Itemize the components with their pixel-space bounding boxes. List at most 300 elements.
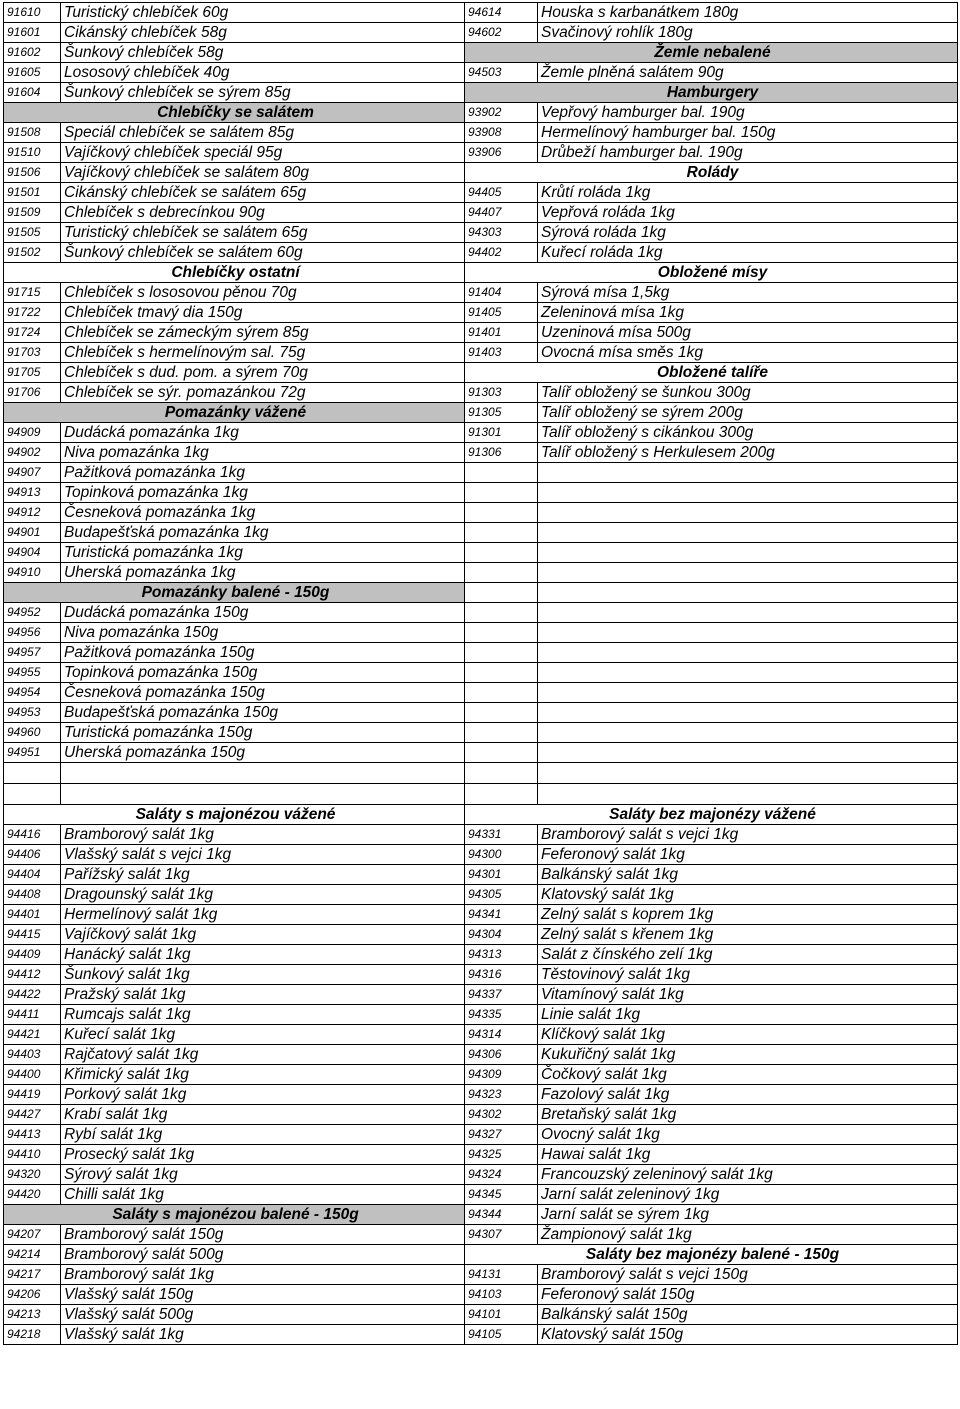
section-header: Pomazánky balené - 150g: [4, 583, 465, 603]
product-name: Chlebíček s debrecínkou 90g: [61, 203, 465, 223]
product-code: 94951: [4, 743, 61, 763]
empty-cell: [465, 623, 538, 643]
table-row: [4, 523, 958, 543]
product-code: 94952: [4, 603, 61, 623]
empty-cell: [465, 784, 538, 805]
product-name: Křimický salát 1kg: [61, 1065, 465, 1085]
product-code: 94103: [465, 1285, 538, 1305]
product-code: 94344: [465, 1205, 538, 1225]
product-code: 94313: [465, 945, 538, 965]
spacer-row: [4, 763, 958, 784]
product-name: Talíř obložený se sýrem 200g: [538, 403, 958, 423]
table-row: [4, 3, 958, 23]
product-code: 94404: [4, 865, 61, 885]
product-code: 94218: [4, 1325, 61, 1345]
product-code: 94912: [4, 503, 61, 523]
product-name: Žampionový salát 1kg: [538, 1225, 958, 1245]
product-name: Zelný salát s koprem 1kg: [538, 905, 958, 925]
product-code: 94214: [4, 1245, 61, 1265]
table-row: [4, 1045, 958, 1065]
table-row: [4, 743, 958, 763]
table-row: [4, 263, 958, 283]
product-name: Sýrová roláda 1kg: [538, 223, 958, 243]
table-row: [4, 805, 958, 825]
table-row: [4, 723, 958, 743]
product-code: 91502: [4, 243, 61, 263]
table-row: [4, 183, 958, 203]
empty-cell: [538, 503, 958, 523]
product-name: Rajčatový salát 1kg: [61, 1045, 465, 1065]
product-name: Topinková pomazánka 150g: [61, 663, 465, 683]
product-name: Turistická pomazánka 150g: [61, 723, 465, 743]
table-row: [4, 383, 958, 403]
product-name: Kukuřičný salát 1kg: [538, 1045, 958, 1065]
product-name: Uherská pomazánka 150g: [61, 743, 465, 763]
section-header: Obložené mísy: [465, 263, 958, 283]
product-name: Fazolový salát 1kg: [538, 1085, 958, 1105]
empty-cell: [61, 763, 465, 784]
product-code: 94207: [4, 1225, 61, 1245]
table-row: [4, 323, 958, 343]
table-row: [4, 563, 958, 583]
product-name: Uherská pomazánka 1kg: [61, 563, 465, 583]
product-code: 94304: [465, 925, 538, 945]
product-code: 91601: [4, 23, 61, 43]
empty-cell: [465, 523, 538, 543]
section-header: Hamburgery: [465, 83, 958, 103]
table-row: [4, 663, 958, 683]
table-row: [4, 583, 958, 603]
product-name: Drůbeží hamburger bal. 190g: [538, 143, 958, 163]
product-code: 94213: [4, 1305, 61, 1325]
product-code: 94956: [4, 623, 61, 643]
product-name: Sýrový salát 1kg: [61, 1165, 465, 1185]
table-row: [4, 905, 958, 925]
product-name: Bramborový salát s vejci 1kg: [538, 825, 958, 845]
table-row: [4, 925, 958, 945]
product-code: 91605: [4, 63, 61, 83]
product-name: Pažitková pomazánka 150g: [61, 643, 465, 663]
product-code: 94411: [4, 1005, 61, 1025]
table-row: [4, 123, 958, 143]
product-name: Vajíčkový chlebíček se salátem 80g: [61, 163, 465, 183]
empty-cell: [465, 703, 538, 723]
empty-cell: [465, 463, 538, 483]
product-code: 91722: [4, 303, 61, 323]
product-code: 94901: [4, 523, 61, 543]
empty-cell: [538, 723, 958, 743]
product-code: 91724: [4, 323, 61, 343]
product-code: 94412: [4, 965, 61, 985]
product-name: Francouzský zeleninový salát 1kg: [538, 1165, 958, 1185]
product-name: Klíčkový salát 1kg: [538, 1025, 958, 1045]
product-code: 94420: [4, 1185, 61, 1205]
table-row: [4, 1005, 958, 1025]
product-code: 94305: [465, 885, 538, 905]
product-code: 94403: [4, 1045, 61, 1065]
table-row: [4, 1205, 958, 1225]
table-row: [4, 363, 958, 383]
product-code: 94422: [4, 985, 61, 1005]
product-code: 94413: [4, 1125, 61, 1145]
product-code: 94419: [4, 1085, 61, 1105]
product-name: Cikánský chlebíček 58g: [61, 23, 465, 43]
table-row: [4, 463, 958, 483]
product-name: Turistický chlebíček 60g: [61, 3, 465, 23]
product-name: Svačinový rohlík 180g: [538, 23, 958, 43]
product-name: Čočkový salát 1kg: [538, 1065, 958, 1085]
table-row: [4, 865, 958, 885]
product-name: Chlebíček s hermelínovým sal. 75g: [61, 343, 465, 363]
product-name: Chlebíček s dud. pom. a sýrem 70g: [61, 363, 465, 383]
table-row: [4, 1185, 958, 1205]
table-row: [4, 603, 958, 623]
empty-cell: [538, 583, 958, 603]
product-code: 94907: [4, 463, 61, 483]
empty-cell: [538, 603, 958, 623]
empty-cell: [465, 583, 538, 603]
table-row: [4, 1325, 958, 1345]
table-row: [4, 1105, 958, 1125]
product-code: 94910: [4, 563, 61, 583]
table-row: [4, 985, 958, 1005]
product-name: Porkový salát 1kg: [61, 1085, 465, 1105]
table-row: [4, 43, 958, 63]
table-row: [4, 1085, 958, 1105]
product-code: 91508: [4, 123, 61, 143]
product-code: 94303: [465, 223, 538, 243]
empty-cell: [538, 703, 958, 723]
product-name: Linie salát 1kg: [538, 1005, 958, 1025]
product-name: Vlašský salát 1kg: [61, 1325, 465, 1345]
product-code: 94316: [465, 965, 538, 985]
price-list-sheet: [3, 2, 958, 1345]
product-name: Kuřecí roláda 1kg: [538, 243, 958, 263]
table-row: [4, 423, 958, 443]
table-row: [4, 543, 958, 563]
product-code: 91404: [465, 283, 538, 303]
empty-cell: [538, 683, 958, 703]
product-code: 93902: [465, 103, 538, 123]
product-name: Niva pomazánka 1kg: [61, 443, 465, 463]
product-name: Ovocný salát 1kg: [538, 1125, 958, 1145]
table-row: [4, 503, 958, 523]
empty-cell: [465, 683, 538, 703]
table-row: [4, 303, 958, 323]
product-code: 94408: [4, 885, 61, 905]
product-code: 94105: [465, 1325, 538, 1345]
product-name: Turistická pomazánka 1kg: [61, 543, 465, 563]
product-code: 91706: [4, 383, 61, 403]
empty-cell: [465, 743, 538, 763]
product-name: Klatovský salát 1kg: [538, 885, 958, 905]
table-row: [4, 643, 958, 663]
product-code: 91305: [465, 403, 538, 423]
product-code: 93906: [465, 143, 538, 163]
product-code: 91510: [4, 143, 61, 163]
product-name: Feferonový salát 1kg: [538, 845, 958, 865]
product-name: Topinková pomazánka 1kg: [61, 483, 465, 503]
product-code: 91602: [4, 43, 61, 63]
product-code: 94602: [465, 23, 538, 43]
table-row: [4, 1285, 958, 1305]
section-header: Pomazánky vážené: [4, 403, 465, 423]
product-code: 94953: [4, 703, 61, 723]
table-row: [4, 103, 958, 123]
product-name: Bramborový salát s vejci 150g: [538, 1265, 958, 1285]
product-name: Rybí salát 1kg: [61, 1125, 465, 1145]
table-row: [4, 63, 958, 83]
product-name: Jarní salát se sýrem 1kg: [538, 1205, 958, 1225]
table-row: [4, 1065, 958, 1085]
product-name: Krabí salát 1kg: [61, 1105, 465, 1125]
product-code: 94402: [465, 243, 538, 263]
table-row: [4, 483, 958, 503]
product-code: 94405: [465, 183, 538, 203]
product-code: 94206: [4, 1285, 61, 1305]
product-code: 91405: [465, 303, 538, 323]
product-name: Budapešťská pomazánka 1kg: [61, 523, 465, 543]
product-code: 94131: [465, 1265, 538, 1285]
product-name: Chlebíček tmavý dia 150g: [61, 303, 465, 323]
product-name: Salát z čínského zelí 1kg: [538, 945, 958, 965]
empty-cell: [4, 763, 61, 784]
table-row: [4, 1265, 958, 1285]
product-name: Chlebíček s lososovou pěnou 70g: [61, 283, 465, 303]
table-row: [4, 825, 958, 845]
table-row: [4, 163, 958, 183]
product-code: 94955: [4, 663, 61, 683]
table-row: [4, 83, 958, 103]
product-name: Niva pomazánka 150g: [61, 623, 465, 643]
product-name: Zeleninová mísa 1kg: [538, 303, 958, 323]
product-code: 94302: [465, 1105, 538, 1125]
empty-cell: [538, 463, 958, 483]
empty-cell: [4, 784, 61, 805]
product-name: Bramborový salát 1kg: [61, 825, 465, 845]
section-header: Saláty s majonézou balené - 150g: [4, 1205, 465, 1225]
product-code: 94401: [4, 905, 61, 925]
table-row: [4, 1025, 958, 1045]
empty-cell: [538, 743, 958, 763]
empty-cell: [538, 563, 958, 583]
product-code: 94314: [465, 1025, 538, 1045]
section-header: Saláty bez majonézy balené - 150g: [465, 1245, 958, 1265]
section-header: Chlebíčky ostatní: [4, 263, 465, 283]
table-row: [4, 1165, 958, 1185]
product-code: 94307: [465, 1225, 538, 1245]
product-name: Dragounský salát 1kg: [61, 885, 465, 905]
product-name: Rumcajs salát 1kg: [61, 1005, 465, 1025]
product-code: 91401: [465, 323, 538, 343]
product-code: 94410: [4, 1145, 61, 1165]
product-code: 91604: [4, 83, 61, 103]
empty-cell: [538, 543, 958, 563]
empty-cell: [465, 643, 538, 663]
product-name: Šunkový chlebíček 58g: [61, 43, 465, 63]
empty-cell: [465, 503, 538, 523]
product-code: 94614: [465, 3, 538, 23]
product-code: 94415: [4, 925, 61, 945]
product-name: Balkánský salát 1kg: [538, 865, 958, 885]
product-name: Pražský salát 1kg: [61, 985, 465, 1005]
table-row: [4, 443, 958, 463]
product-code: 91306: [465, 443, 538, 463]
product-name: Šunkový chlebíček se sýrem 85g: [61, 83, 465, 103]
product-name: Houska s karbanátkem 180g: [538, 3, 958, 23]
product-name: Talíř obložený s cikánkou 300g: [538, 423, 958, 443]
empty-cell: [538, 523, 958, 543]
product-code: 94320: [4, 1165, 61, 1185]
product-code: 94323: [465, 1085, 538, 1105]
table-row: [4, 343, 958, 363]
product-name: Krůtí roláda 1kg: [538, 183, 958, 203]
product-code: 94306: [465, 1045, 538, 1065]
product-name: Chlebíček se sýr. pomazánkou 72g: [61, 383, 465, 403]
product-name: Hanácký salát 1kg: [61, 945, 465, 965]
product-name: Jarní salát zeleninový 1kg: [538, 1185, 958, 1205]
product-name: Žemle plněná salátem 90g: [538, 63, 958, 83]
product-name: Klatovský salát 150g: [538, 1325, 958, 1345]
empty-cell: [538, 623, 958, 643]
product-name: Talíř obložený s Herkulesem 200g: [538, 443, 958, 463]
product-name: Vlašský salát 150g: [61, 1285, 465, 1305]
product-name: Uzeninová mísa 500g: [538, 323, 958, 343]
product-name: Vajíčkový chlebíček speciál 95g: [61, 143, 465, 163]
empty-cell: [538, 784, 958, 805]
table-row: [4, 623, 958, 643]
product-name: Česneková pomazánka 1kg: [61, 503, 465, 523]
product-name: Speciál chlebíček se salátem 85g: [61, 123, 465, 143]
product-name: Dudácká pomazánka 1kg: [61, 423, 465, 443]
product-code: 94400: [4, 1065, 61, 1085]
product-code: 94324: [465, 1165, 538, 1185]
empty-cell: [465, 723, 538, 743]
empty-cell: [465, 543, 538, 563]
table-row: [4, 1245, 958, 1265]
table-row: [4, 683, 958, 703]
product-name: Česneková pomazánka 150g: [61, 683, 465, 703]
product-name: Hermelínový salát 1kg: [61, 905, 465, 925]
product-code: 91506: [4, 163, 61, 183]
product-name: Feferonový salát 150g: [538, 1285, 958, 1305]
product-name: Vlašský salát s vejci 1kg: [61, 845, 465, 865]
product-code: 94904: [4, 543, 61, 563]
product-code: 91715: [4, 283, 61, 303]
product-code: 94416: [4, 825, 61, 845]
product-code: 94503: [465, 63, 538, 83]
product-code: 91705: [4, 363, 61, 383]
product-code: 94421: [4, 1025, 61, 1045]
product-code: 94337: [465, 985, 538, 1005]
empty-cell: [465, 603, 538, 623]
product-name: Dudácká pomazánka 150g: [61, 603, 465, 623]
table-row: [4, 885, 958, 905]
empty-cell: [465, 483, 538, 503]
product-code: 91505: [4, 223, 61, 243]
table-row: [4, 243, 958, 263]
table-row: [4, 945, 958, 965]
table-row: [4, 845, 958, 865]
product-name: Prosecký salát 1kg: [61, 1145, 465, 1165]
section-header: Saláty s majonézou vážené: [4, 805, 465, 825]
product-name: Vepřová roláda 1kg: [538, 203, 958, 223]
product-code: 91303: [465, 383, 538, 403]
product-name: Balkánský salát 150g: [538, 1305, 958, 1325]
product-table: [3, 2, 958, 1345]
product-name: Vajíčkový salát 1kg: [61, 925, 465, 945]
product-name: Pažitková pomazánka 1kg: [61, 463, 465, 483]
table-row: [4, 703, 958, 723]
table-row: [4, 223, 958, 243]
product-name: Bretaňský salát 1kg: [538, 1105, 958, 1125]
product-code: 94913: [4, 483, 61, 503]
empty-cell: [538, 643, 958, 663]
section-header: Obložené talíře: [465, 363, 958, 383]
empty-cell: [465, 663, 538, 683]
product-name: Hermelínový hamburger bal. 150g: [538, 123, 958, 143]
product-code: 94954: [4, 683, 61, 703]
product-name: Chlebíček se zámeckým sýrem 85g: [61, 323, 465, 343]
product-name: Chilli salát 1kg: [61, 1185, 465, 1205]
product-name: Vlašský salát 500g: [61, 1305, 465, 1325]
empty-cell: [61, 784, 465, 805]
product-name: Cikánský chlebíček se salátem 65g: [61, 183, 465, 203]
product-code: 94300: [465, 845, 538, 865]
table-row: [4, 1125, 958, 1145]
table-row: [4, 283, 958, 303]
table-row: [4, 143, 958, 163]
product-name: Kuřecí salát 1kg: [61, 1025, 465, 1045]
product-code: 91703: [4, 343, 61, 363]
spacer-row: [4, 784, 958, 805]
product-code: 94335: [465, 1005, 538, 1025]
product-code: 91301: [465, 423, 538, 443]
empty-cell: [465, 563, 538, 583]
table-row: [4, 23, 958, 43]
empty-cell: [538, 763, 958, 784]
table-row: [4, 403, 958, 423]
table-row: [4, 1305, 958, 1325]
product-name: Bramborový salát 1kg: [61, 1265, 465, 1285]
section-header: Rolády: [465, 163, 958, 183]
product-code: 94960: [4, 723, 61, 743]
table-row: [4, 1145, 958, 1165]
table-row: [4, 1225, 958, 1245]
product-code: 93908: [465, 123, 538, 143]
product-name: Pařížský salát 1kg: [61, 865, 465, 885]
product-name: Bramborový salát 500g: [61, 1245, 465, 1265]
product-name: Šunkový salát 1kg: [61, 965, 465, 985]
product-code: 94409: [4, 945, 61, 965]
product-code: 94101: [465, 1305, 538, 1325]
product-name: Zelný salát s křenem 1kg: [538, 925, 958, 945]
product-code: 94331: [465, 825, 538, 845]
product-code: 94309: [465, 1065, 538, 1085]
product-code: 91509: [4, 203, 61, 223]
product-name: Turistický chlebíček se salátem 65g: [61, 223, 465, 243]
section-header: Chlebíčky se salátem: [4, 103, 465, 123]
product-name: Budapešťská pomazánka 150g: [61, 703, 465, 723]
section-header: Saláty bez majonézy vážené: [465, 805, 958, 825]
product-name: Bramborový salát 150g: [61, 1225, 465, 1245]
product-name: Vitamínový salát 1kg: [538, 985, 958, 1005]
product-code: 91501: [4, 183, 61, 203]
product-code: 94325: [465, 1145, 538, 1165]
product-code: 94407: [465, 203, 538, 223]
product-code: 94427: [4, 1105, 61, 1125]
section-header: Žemle nebalené: [465, 43, 958, 63]
